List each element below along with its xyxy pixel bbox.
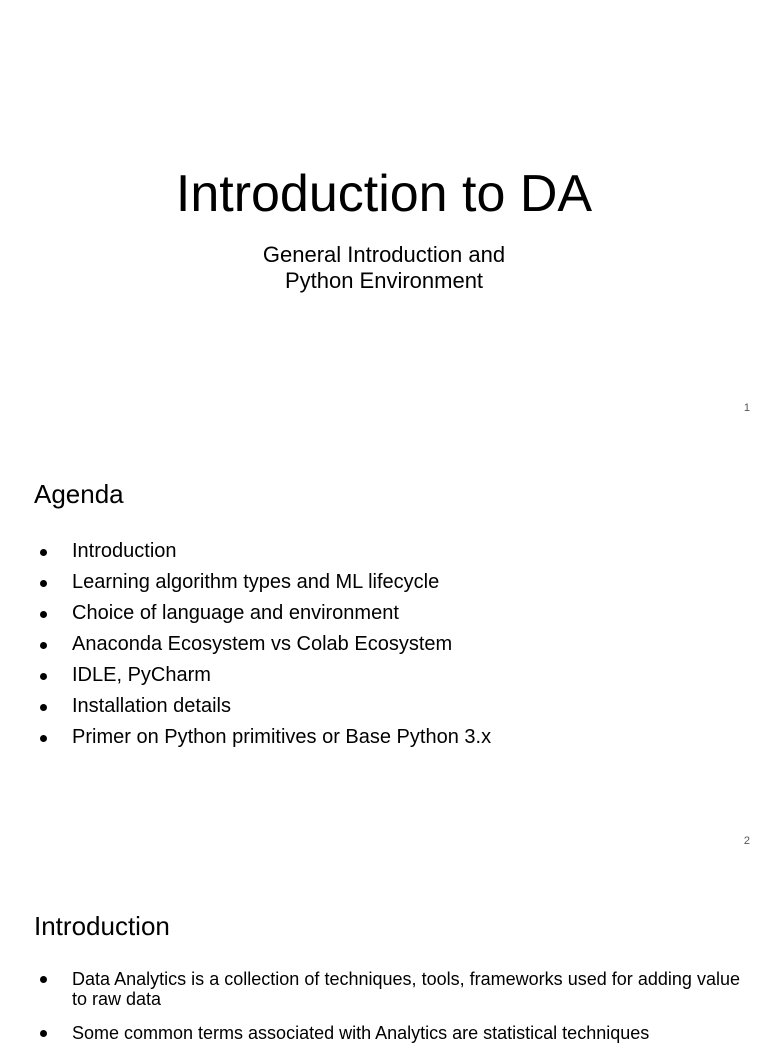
- slide-title: Introduction to DA: [175, 165, 593, 223]
- list-item: [40, 1023, 740, 1043]
- list-item-text: Choice of language and environment: [72, 602, 399, 624]
- bullet-icon: [40, 580, 47, 587]
- list-item: [40, 536, 740, 567]
- list-item: [40, 598, 740, 629]
- slide-1: [0, 0, 768, 433]
- bullet-icon: [40, 1030, 47, 1037]
- list-item-text: Primer on Python primitives or Base Python 3.x: [72, 726, 492, 748]
- list-item: [40, 660, 740, 691]
- list-item: [40, 691, 740, 722]
- subtitle-line-1: General Introduction and: [262, 242, 506, 267]
- slide-heading: Introduction: [34, 911, 170, 941]
- introduction-list: [40, 969, 740, 1057]
- agenda-list: [40, 536, 740, 753]
- list-item: [40, 969, 740, 1009]
- page-number: 2: [743, 835, 750, 847]
- list-item-text: Data Analytics is a collection of techniques, tools, frameworks used for adding value to raw data: [72, 969, 740, 1009]
- bullet-icon: [40, 549, 47, 556]
- list-item: [40, 567, 740, 598]
- bullet-icon: [40, 642, 47, 649]
- subtitle-line-2: Python Environment: [284, 268, 484, 293]
- slide-2: [0, 433, 768, 866]
- slide-subtitle: [0, 242, 768, 294]
- slide-3: [0, 866, 768, 1043]
- list-item-text: Introduction: [72, 540, 177, 562]
- list-item-text: Anaconda Ecosystem vs Colab Ecosystem: [72, 633, 453, 655]
- list-item-text: Learning algorithm types and ML lifecycle: [72, 571, 440, 593]
- bullet-icon: [40, 976, 47, 983]
- bullet-icon: [40, 611, 47, 618]
- list-item-text: IDLE, PyCharm: [72, 664, 211, 686]
- page-number: 1: [743, 402, 750, 414]
- list-item: [40, 722, 740, 753]
- bullet-icon: [40, 735, 47, 742]
- bullet-icon: [40, 704, 47, 711]
- bullet-icon: [40, 673, 47, 680]
- list-item-text: Some common terms associated with Analytics are statistical techniques: [72, 1023, 650, 1043]
- list-item-text: Installation details: [72, 695, 231, 717]
- slide-heading: Agenda: [34, 479, 124, 509]
- list-item: [40, 629, 740, 660]
